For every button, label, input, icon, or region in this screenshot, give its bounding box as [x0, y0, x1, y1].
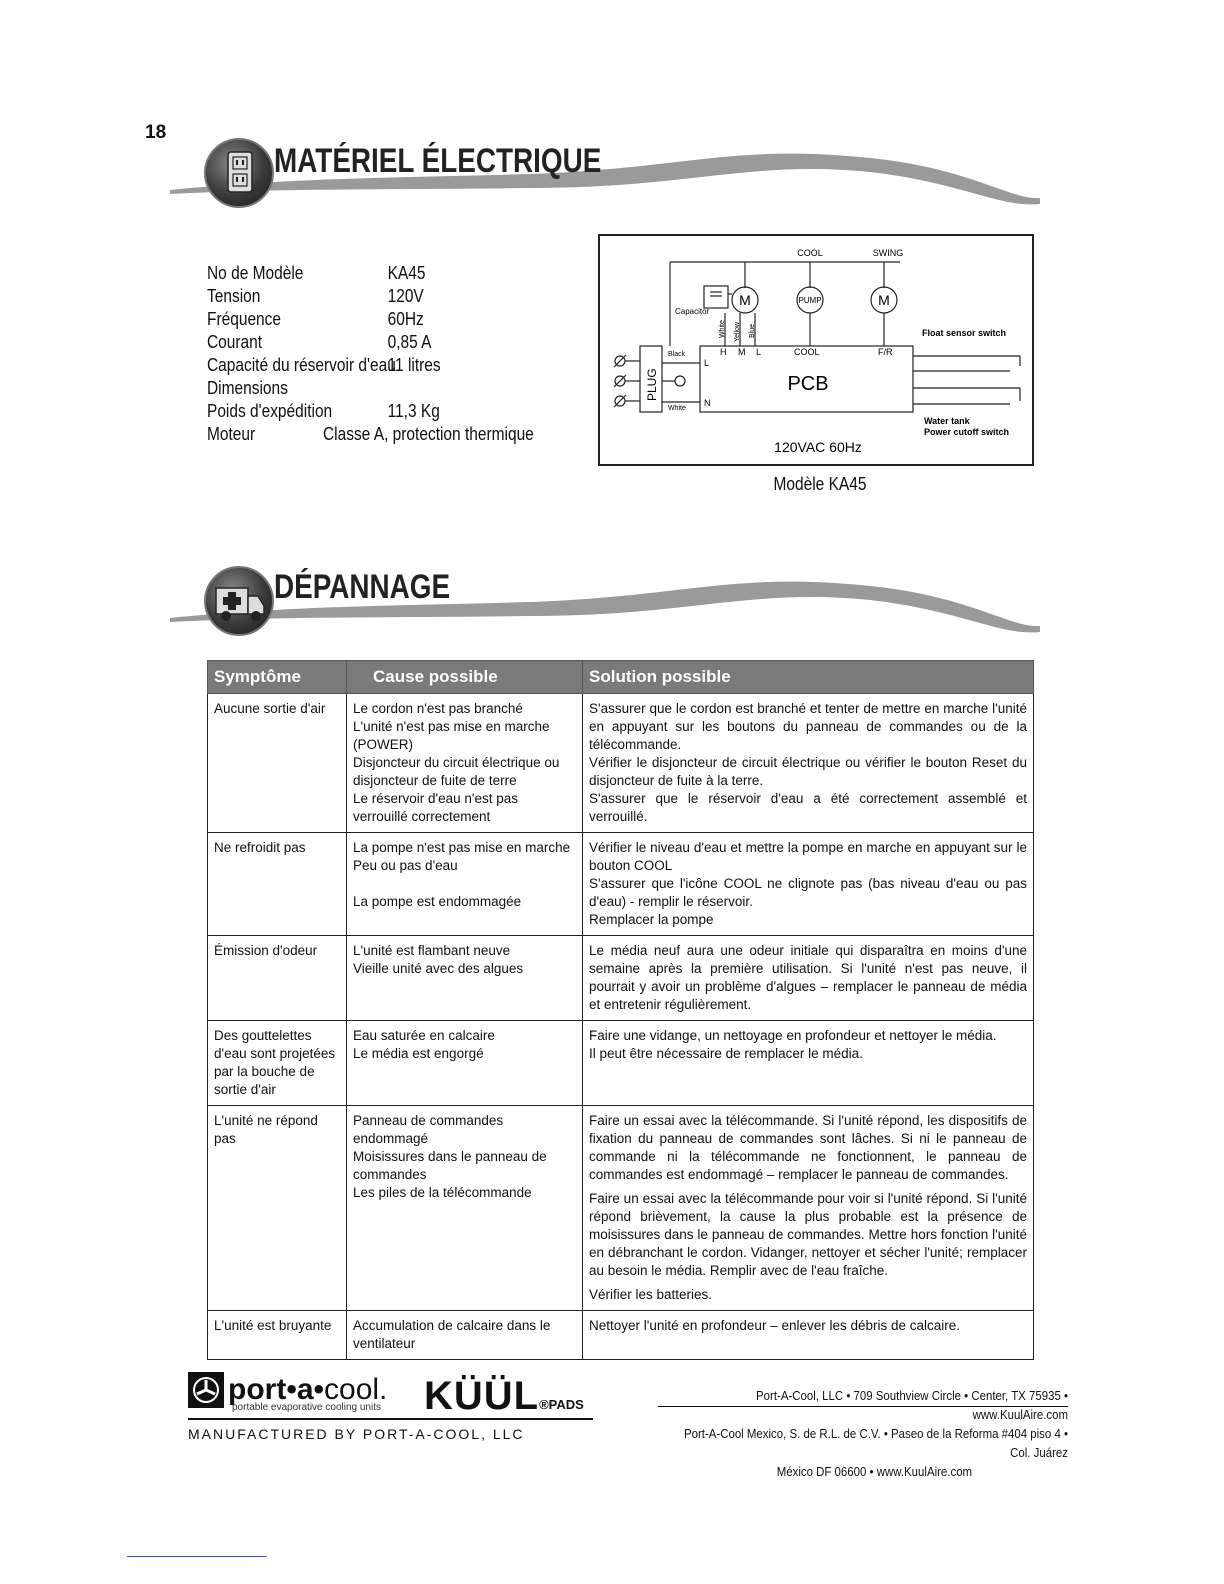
section-banner-electrical: [170, 138, 1040, 228]
table-row: [208, 1021, 1034, 1106]
cause-line: Moisissures dans le panneau de commandes: [353, 1149, 547, 1182]
table-row: [208, 1311, 1034, 1360]
manufactured-by: MANUFACTURED BY PORT-A-COOL, LLC: [188, 1426, 525, 1442]
symptom-cell: Ne refroidit pas: [208, 833, 347, 936]
spec-value: KA45: [387, 263, 426, 283]
spec-list: [207, 262, 534, 446]
label-cool: COOL: [797, 248, 823, 258]
label-float-sensor: Float sensor switch: [922, 328, 1007, 338]
spec-label: Courant: [207, 332, 263, 352]
label-wire-blue: Blue: [749, 323, 756, 338]
label-swing: SWING: [872, 248, 904, 258]
cause-cell: [347, 1106, 583, 1311]
cause-line: La pompe est endommagée: [353, 894, 522, 909]
solution-line: Faire un essai avec la télécommande pour voir si l'unité répond. Si l'unité répond brièvement, la cause la plus probable est la présence de moisissures dans le panneau de commandes. Mettre hors fonction l'unité en débranchant le cordon. Vidanger, nettoyer et sécher l'unité; remplacer au besoin le média. Remplir avec de l'eau fraîche.: [589, 1191, 1027, 1278]
solution-cell: [583, 1021, 1034, 1106]
ambulance-icon: [204, 566, 274, 636]
cause-line: [353, 875, 576, 893]
spec-value: 11,3 Kg: [387, 401, 440, 421]
label-cool-terminal: COOL: [794, 347, 820, 357]
cause-line: Peu ou pas d'eau: [353, 858, 458, 873]
kuul-logo: [424, 1374, 584, 1419]
brand-light: cool.: [324, 1373, 388, 1406]
footer: [188, 1368, 1068, 1479]
solution-line: Remplacer la pompe: [589, 912, 714, 927]
address-line-3: México DF 06600 • www.KuulAire.com: [776, 1464, 973, 1479]
cause-line: Accumulation de calcaire dans le ventilateur: [353, 1318, 551, 1351]
spec-label: Dimensions: [207, 378, 288, 398]
kuul-word: KÜÜL: [424, 1374, 540, 1418]
table-row: [208, 936, 1034, 1021]
label-motor-swing: M: [878, 292, 890, 308]
symptom-cell: L'unité est bruyante: [208, 1311, 347, 1360]
solution-line: Nettoyer l'unité en profondeur – enlever les débris de calcaire.: [589, 1318, 961, 1333]
spec-row: [207, 400, 534, 423]
cause-cell: [347, 1021, 583, 1106]
spec-value: 11 litres: [387, 355, 441, 375]
address-divider: [658, 1406, 1068, 1407]
cause-line: Eau saturée en calcaire: [353, 1028, 495, 1043]
label-water-tank: Water tank: [924, 416, 970, 426]
label-l-speed: L: [756, 347, 762, 357]
bottom-rule: [127, 1556, 267, 1557]
section-title-troubleshooting: DÉPANNAGE: [274, 568, 451, 606]
spec-value: 60Hz: [387, 309, 424, 329]
address-block: [681, 1386, 1068, 1481]
spec-value: Classe A, protection thermique: [322, 424, 534, 444]
divider: [188, 1418, 593, 1420]
solution-line: Il peut être nécessaire de remplacer le média.: [589, 1046, 863, 1061]
solution-line: S'assurer que le cordon est branché et tenter de mettre en marche l'unité en appuyant sur les boutons du panneau de commandes ou de la télécommande.: [589, 701, 1027, 752]
label-h: H: [720, 347, 727, 357]
solution-cell: [583, 694, 1034, 833]
header-solution: Solution possible: [583, 661, 1034, 694]
diagram-caption: Modèle KA45: [773, 474, 867, 494]
spec-row: [207, 377, 534, 400]
label-rating: 120VAC 60Hz: [774, 439, 862, 455]
label-black: Black: [668, 351, 686, 358]
spec-row: [207, 423, 534, 446]
table-row: [208, 833, 1034, 936]
spec-row: [207, 262, 534, 285]
label-power-cutoff: Power cutoff switch: [924, 427, 1010, 437]
spec-label: Fréquence: [207, 309, 282, 329]
wiring-diagram: [598, 234, 1034, 466]
cause-cell: [347, 833, 583, 936]
wiring-schematic: [600, 236, 1032, 464]
spec-label: Capacité du réservoir d'eau: [207, 355, 396, 375]
brand-tagline: portable evaporative cooling units: [232, 1402, 381, 1413]
label-pcb: PCB: [787, 373, 829, 395]
troubleshooting-table: [207, 660, 1034, 1360]
solution-line: Le média neuf aura une odeur initiale qui disparaîtra en moins d'une semaine après la première utilisation. Si l'unité n'est pas neuve, il pourrait y avoir un problème d'algues – remplacer le panneau de média et entretenir régulièrement.: [589, 943, 1027, 1012]
symptom-cell: Des gouttelettes d'eau sont projetées par la bouche de sortie d'air: [208, 1021, 347, 1106]
cause-cell: [347, 936, 583, 1021]
solution-line: Faire un essai avec la télécommande. Si l'unité répond, les dispositifs de fixation du panneau de commandes sont lâches. Si ni le panneau de commande ni la télécommande ne fonctionnent, le panneau de commandes est endommagé – remplacer le panneau de commandes.: [589, 1113, 1027, 1182]
spec-value: 120V: [387, 286, 424, 306]
cause-line: Le média est engorgé: [353, 1046, 484, 1061]
spec-label: Tension: [207, 286, 261, 306]
symptom-cell: Émission d'odeur: [208, 936, 347, 1021]
symptom-cell: Aucune sortie d'air: [208, 694, 347, 833]
cause-cell: [347, 1311, 583, 1360]
port-a-cool-logo: [188, 1372, 388, 1413]
spec-label: No de Modèle: [207, 263, 304, 283]
solution-cell: [583, 1311, 1034, 1360]
solution-line: S'assurer que le réservoir d'eau a été correctement assemblé et verrouillé.: [589, 791, 1027, 824]
cause-cell: [347, 694, 583, 833]
label-m: M: [738, 347, 746, 357]
table-row: [208, 694, 1034, 833]
table-header-row: [208, 661, 1034, 694]
label-plug: PLUG: [645, 368, 659, 401]
solution-cell: [583, 936, 1034, 1021]
address-line-2: Port-A-Cool Mexico, S. de R.L. de C.V. • Paseo de la Reforma #404 piso 4 • Col. Juárez: [683, 1426, 1068, 1460]
label-wire-white: White: [719, 320, 726, 338]
section-title-electrical: MATÉRIEL ÉLECTRIQUE: [274, 142, 602, 180]
header-cause: Cause possible: [347, 661, 583, 694]
page-number: 18: [145, 122, 167, 143]
kuul-pads: ®PADS: [539, 1397, 584, 1412]
solution-line: Vérifier le disjoncteur de circuit électrique ou vérifier le bouton Reset du disjoncteur de fuite à la terre.: [589, 755, 1027, 788]
spec-value: 0,85 A: [387, 332, 432, 352]
cause-line: L'unité est flambant neuve: [353, 943, 511, 958]
label-capacitor: Capacitor: [675, 307, 710, 316]
brand-bold: port•a•: [228, 1373, 325, 1406]
label-line-n: N: [704, 398, 711, 408]
spec-row: [207, 354, 534, 377]
solution-line: Vérifier le niveau d'eau et mettre la pompe en marche en appuyant sur le bouton COOL: [589, 840, 1027, 873]
table-row: [208, 1106, 1034, 1311]
cause-line: Vieille unité avec des algues: [353, 961, 524, 976]
label-wire-yellow: Yellow: [734, 322, 741, 342]
header-symptom: Symptôme: [208, 661, 347, 694]
fan-logo-icon: [188, 1372, 224, 1408]
cause-line: La pompe n'est pas mise en marche: [353, 840, 571, 855]
solution-cell: [583, 1106, 1034, 1311]
spec-row: [207, 308, 534, 331]
label-white: White: [668, 405, 686, 412]
address-line-1: Port-A-Cool, LLC • 709 Southview Circle • Center, TX 75935 • www.KuulAire.com: [756, 1388, 1068, 1422]
solution-line: Vérifier les batteries.: [589, 1287, 713, 1302]
spec-label: Poids d'expédition: [207, 401, 333, 421]
cause-line: Le réservoir d'eau n'est pas verrouillé correctement: [353, 791, 518, 824]
section-banner-troubleshooting: [170, 558, 1040, 648]
power-outlet-icon: [204, 138, 274, 208]
label-pump: PUMP: [798, 296, 822, 305]
label-line-l: L: [704, 358, 710, 368]
cause-line: Panneau de commandes endommagé: [353, 1113, 504, 1146]
label-motor: M: [739, 292, 751, 308]
cause-line: Le cordon n'est pas branché: [353, 701, 523, 716]
spec-label: Moteur: [207, 424, 256, 444]
cause-line: Les piles de la télécommande: [353, 1185, 532, 1200]
spec-row: [207, 285, 534, 308]
symptom-cell: L'unité ne répond pas: [208, 1106, 347, 1311]
cause-line: Disjoncteur du circuit électrique ou disjoncteur de fuite de terre: [353, 755, 560, 788]
solution-line: Faire une vidange, un nettoyage en profondeur et nettoyer le média.: [589, 1028, 997, 1043]
solution-line: S'assurer que l'icône COOL ne clignote pas (bas niveau d'eau ou pas d'eau) - remplir le réservoir.: [589, 876, 1027, 909]
solution-cell: [583, 833, 1034, 936]
label-fr: F/R: [878, 347, 893, 357]
spec-row: [207, 331, 534, 354]
cause-line: L'unité n'est pas mise en marche (POWER): [353, 719, 550, 752]
